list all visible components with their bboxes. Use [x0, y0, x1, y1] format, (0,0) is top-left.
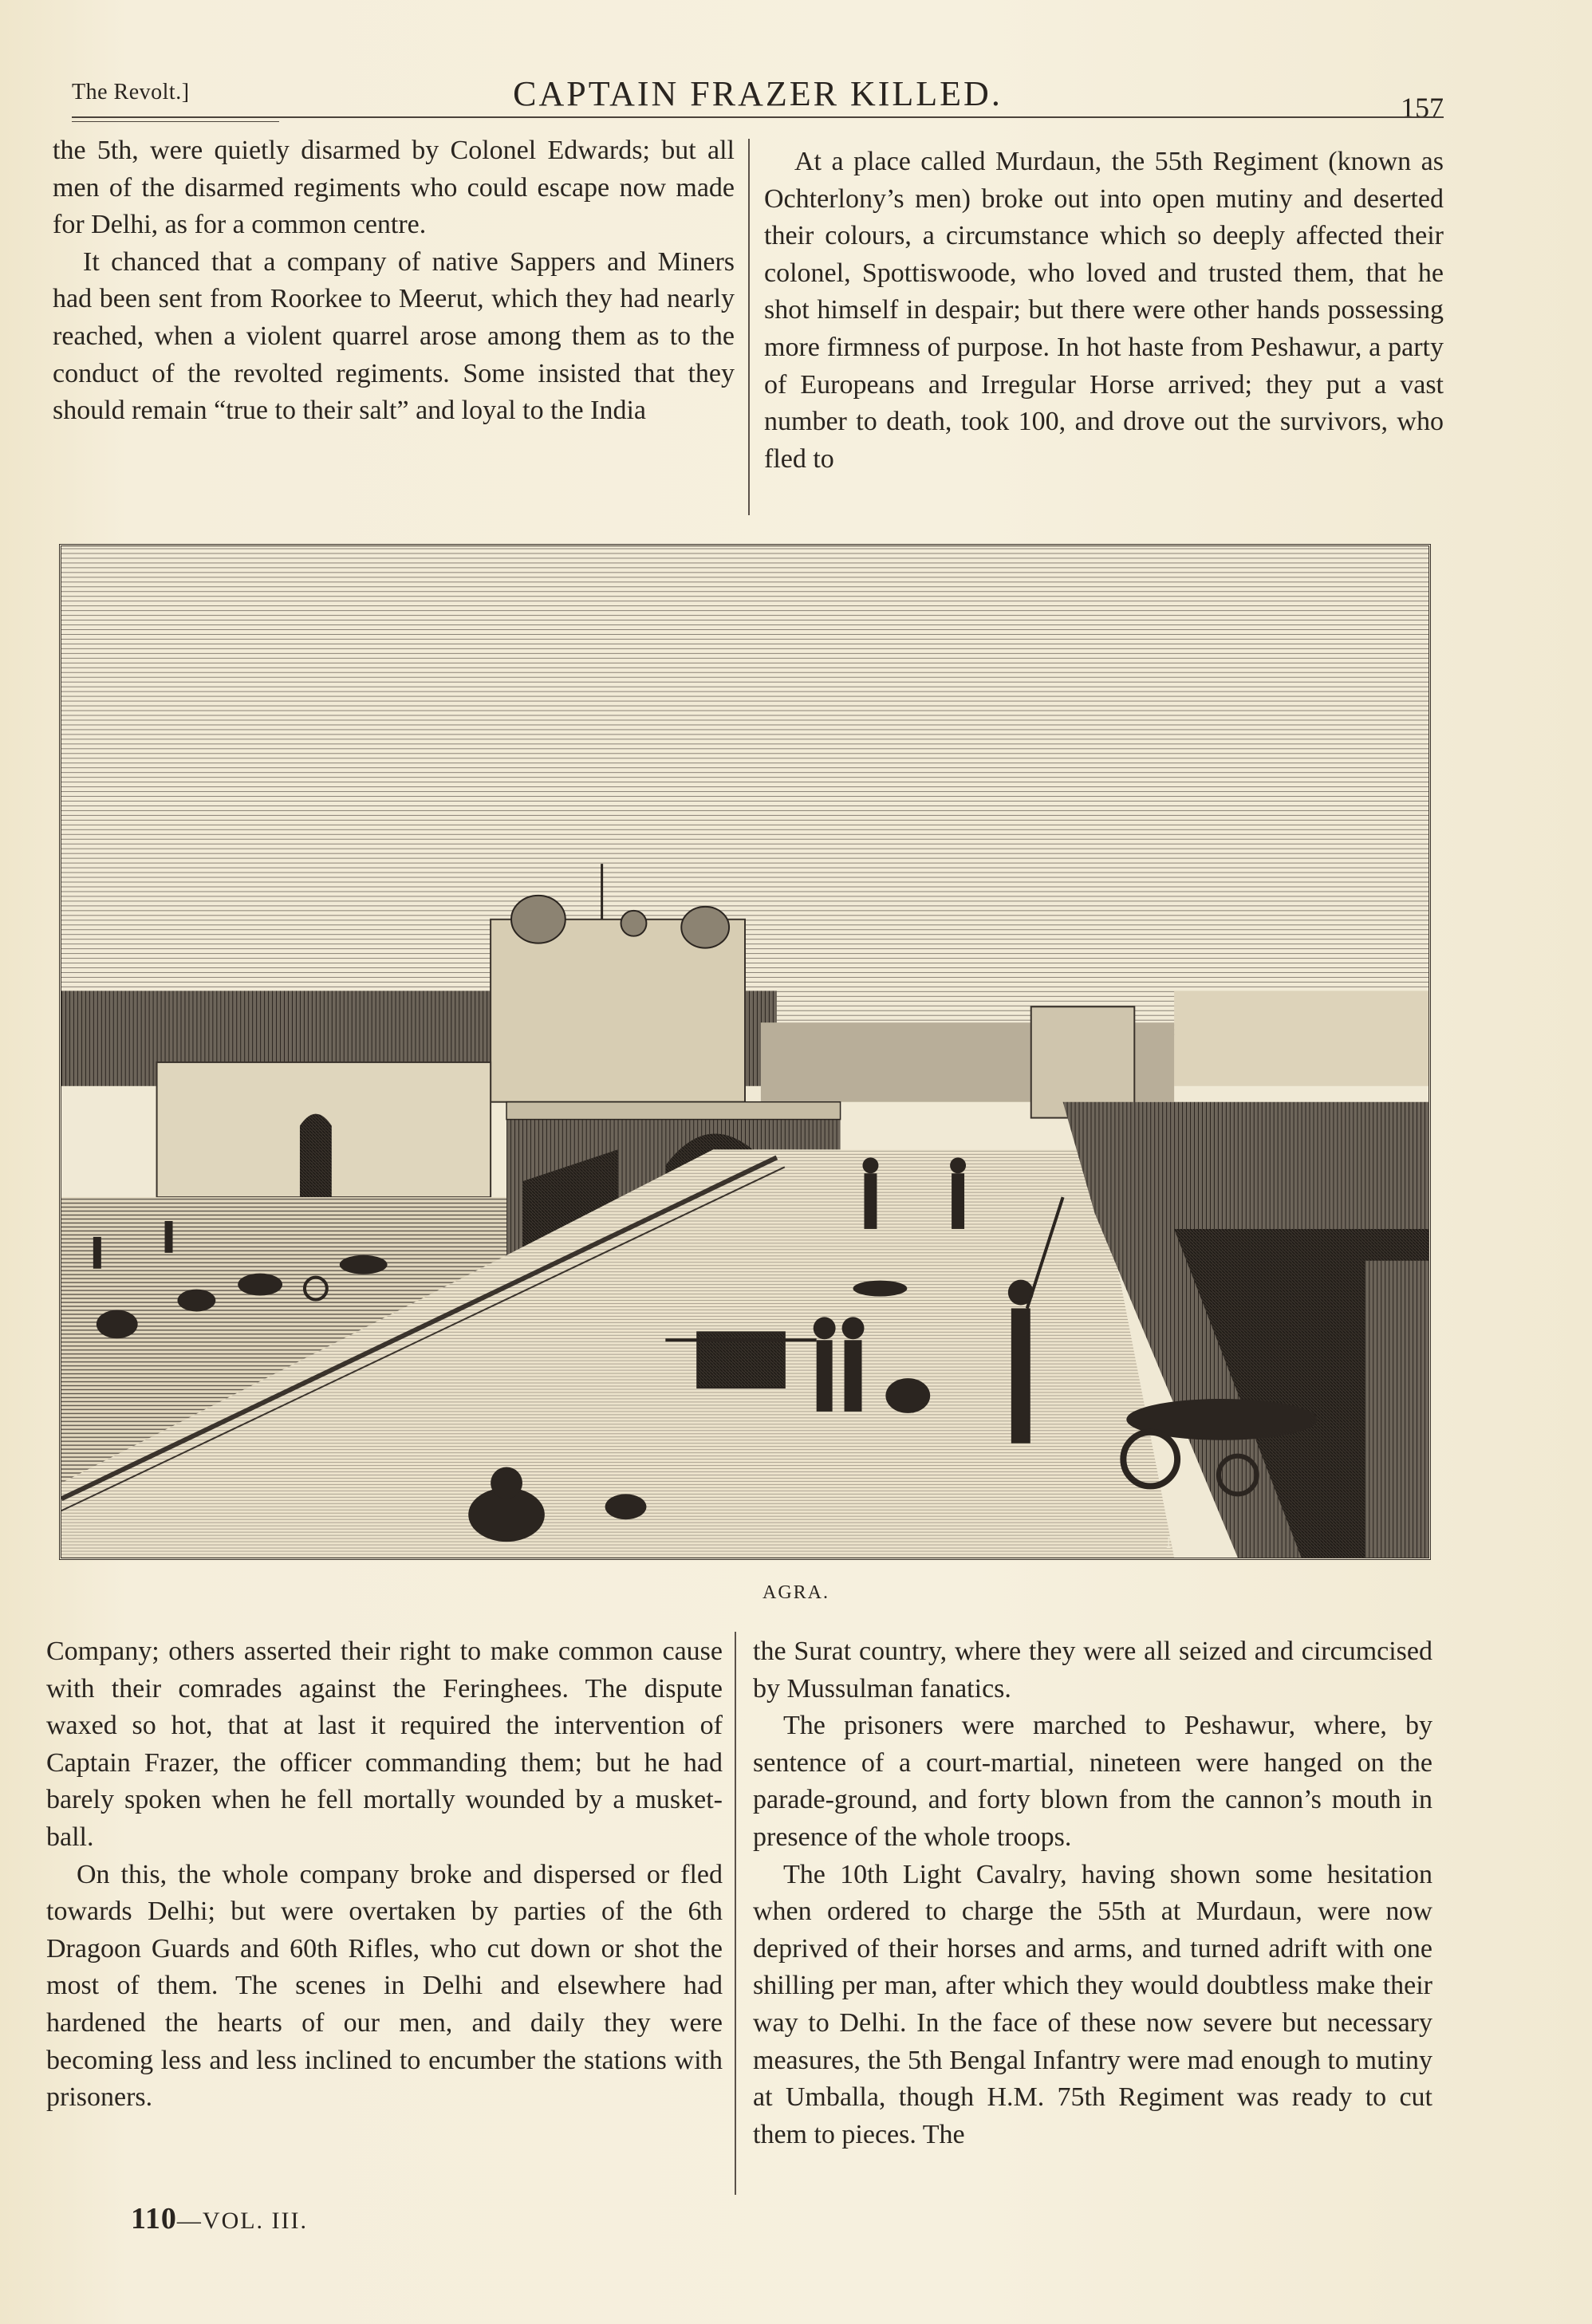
paragraph: At a place called Murdaun, the 55th Regiment (known as Ochterlony’s men) broke out into open mutiny and deserted their colours, a circumstance which so deeply affected their colonel, Spottiswoode, who loved and trusted them, that he shot himself in despair; but there were other hands possessing more firmness of purpose. In hot haste from Peshawur, a party of Europeans and Irregular Horse arrived; they put a vast number to death, took 100, and drove out the survivors, who fled to — [764, 147, 1444, 474]
volume-label: —VOL. III. — [176, 2208, 309, 2234]
paragraph: the 5th, were quietly disarmed by Colonel Edwards; but all men of the disarmed regiments who could escape now made for Delhi, as for a common centre. — [53, 136, 735, 240]
header-subrule — [72, 121, 279, 122]
paragraph: the Surat country, where they were all seized and circumcised by Mussulman fanatics. — [753, 1637, 1432, 1704]
signature-number: 110 — [131, 2202, 177, 2235]
paragraph: On this, the whole company broke and dispersed or fled towards Delhi; but were overtaken by parties of the 6th Dragoon Guards and 60th Rifles, who cut down or shot the most of them. The scenes in Delhi and elsewhere had hardened the hearts of our men, and daily they were becoming less and less inclined to encumber the stations with prisoners. — [46, 1859, 723, 2113]
engraving-agra — [59, 544, 1431, 1560]
paragraph: The 10th Light Cavalry, having shown some hesitation when ordered to charge the 55th at Murdaun, were now deprived of their horses and arms, and turned adrift with one shilling per man, after which they would doubtless make their way to Delhi. In the face of these now severe but necessary measures, the 5th Bengal Infantry were mad enough to mutiny at Umballa, though H.M. 75th Regiment was ready to cut them to pieces. The — [753, 1859, 1432, 2149]
column-top-left — [53, 132, 735, 430]
column-bottom-right — [753, 1633, 1432, 2153]
running-head — [72, 73, 1444, 124]
engraving-illustration — [61, 546, 1428, 1558]
column-divider — [748, 139, 750, 515]
page-title: CAPTAIN FRAZER KILLED. — [513, 74, 1003, 113]
paragraph: The prisoners were marched to Peshawur, where, by sentence of a court-martial, nineteen were hanged on the parade-ground, and forty blown from the cannon’s mouth in presence of the whole troops. — [753, 1711, 1432, 1852]
page-number: 157 — [1401, 92, 1444, 124]
header-rule — [72, 116, 1444, 118]
paragraph: Company; others asserted their right to make common cause with their comrades against the Feringhees. The dispute waxed so hot, that at last it required the intervention of Captain Frazer, the officer commanding them; but he had barely spoken when he fell mortally wounded by a musket-ball. — [46, 1637, 723, 1852]
column-bottom-left — [46, 1633, 723, 2117]
paragraph: It chanced that a company of native Sappers and Miners had been sent from Roorkee to Meerut, which they had nearly reached, when a violent quarrel arose among them as to the conduct of the revolted regiments. Some insisted that they should remain “true to their salt” and loyal to the India — [53, 246, 735, 426]
printer-signature — [131, 2201, 308, 2236]
column-top-right — [764, 144, 1444, 478]
engraver-mark: NYSON — [1166, 1532, 1227, 1553]
column-divider — [735, 1632, 736, 2195]
section-label: The Revolt.] — [72, 80, 190, 104]
figure-caption: AGRA. — [762, 1582, 829, 1603]
